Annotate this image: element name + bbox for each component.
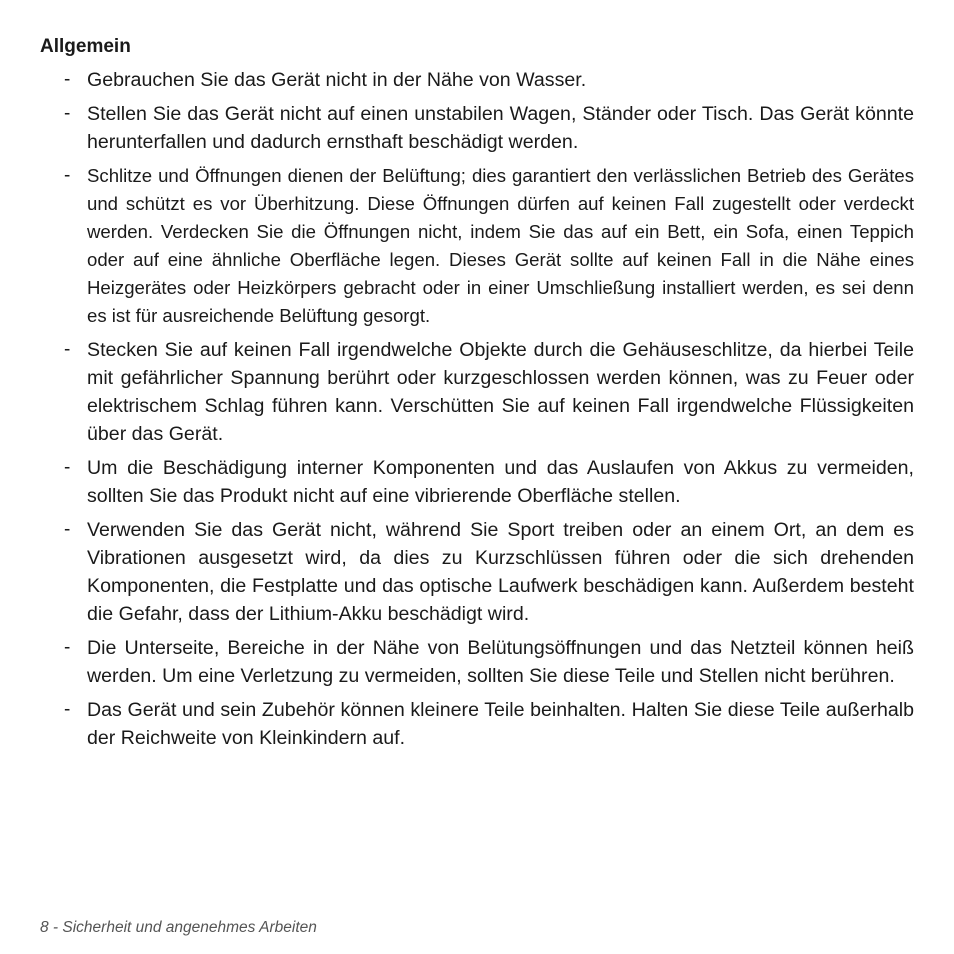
list-item (0, 336, 954, 448)
list-item (0, 454, 954, 510)
bullet-dash: - (64, 699, 71, 720)
list-item-text: Um die Beschädigung interner Komponenten und das Auslaufen von Akkus zu vermeiden, sollten Sie das Produkt nicht auf eine vibrierende Oberfläche stellen. (87, 457, 914, 507)
bullet-dash: - (64, 165, 71, 186)
page-footer: 8 - Sicherheit und angenehmes Arbeiten (40, 919, 317, 936)
list-item (0, 162, 954, 330)
bullet-dash: - (64, 519, 71, 540)
list-item-text: Das Gerät und sein Zubehör können kleinere Teile beinhalten. Halten Sie diese Teile außerhalb der Reichweite von Kleinkindern auf. (87, 699, 914, 749)
safety-list (0, 66, 954, 758)
list-item-text: Gebrauchen Sie das Gerät nicht in der Nähe von Wasser. (87, 69, 587, 91)
list-item (0, 696, 954, 752)
list-item-text: Verwenden Sie das Gerät nicht, während Sie Sport treiben oder an einem Ort, an dem es Vibrationen ausgesetzt wird, da dies zu Kurzschlüssen führen oder die sich drehenden Komponenten, die Festplatte und das optische Laufwerk beschädigen kann. Außerdem besteht die Gefahr, dass der Lithium-Akku beschädigt wird. (87, 519, 914, 625)
list-item-text: Stecken Sie auf keinen Fall irgendwelche Objekte durch die Gehäuseschlitze, da hierbei Teile mit gefährlicher Spannung berührt oder kurzgeschlossen werden können, was zu Feuer oder elektrischem Schlag führen kann. Verschütten Sie auf keinen Fall irgendwelche Flüssigkeiten über das Gerät. (87, 339, 914, 445)
list-item (0, 100, 954, 156)
bullet-dash: - (64, 339, 71, 360)
bullet-dash: - (64, 103, 71, 124)
list-item (0, 66, 954, 94)
list-item (0, 516, 954, 628)
bullet-dash: - (64, 637, 71, 658)
list-item-text: Die Unterseite, Bereiche in der Nähe von Belütungsöffnungen und das Netzteil können heiß werden. Um eine Verletzung zu vermeiden, sollten Sie diese Teile und Stellen nicht berühren. (87, 637, 914, 687)
section-heading: Allgemein (40, 36, 131, 57)
bullet-dash: - (64, 69, 71, 90)
list-item-text: Schlitze und Öffnungen dienen der Belüftung; dies garantiert den verlässlichen Betrieb des Gerätes und schützt es vor Überhitzung. Diese Öffnungen dürfen auf keinen Fall zugestellt oder verdeckt werden. Verdecken Sie die Öffnungen nicht, indem Sie das auf ein Bett, ein Sofa, einen Teppich oder auf eine ähnliche Oberfläche legen. Dieses Gerät sollte auf keinen Fall in die Nähe eines Heizgerätes oder Heizkörpers gebracht oder in einer Umschließung installiert werden, es sei denn es ist für ausreichende Belüftung gesorgt. (87, 165, 914, 326)
list-item-text: Stellen Sie das Gerät nicht auf einen unstabilen Wagen, Ständer oder Tisch. Das Gerät könnte herunterfallen und dadurch ernsthaft beschädigt werden. (87, 103, 914, 153)
bullet-dash: - (64, 457, 71, 478)
list-item (0, 634, 954, 690)
